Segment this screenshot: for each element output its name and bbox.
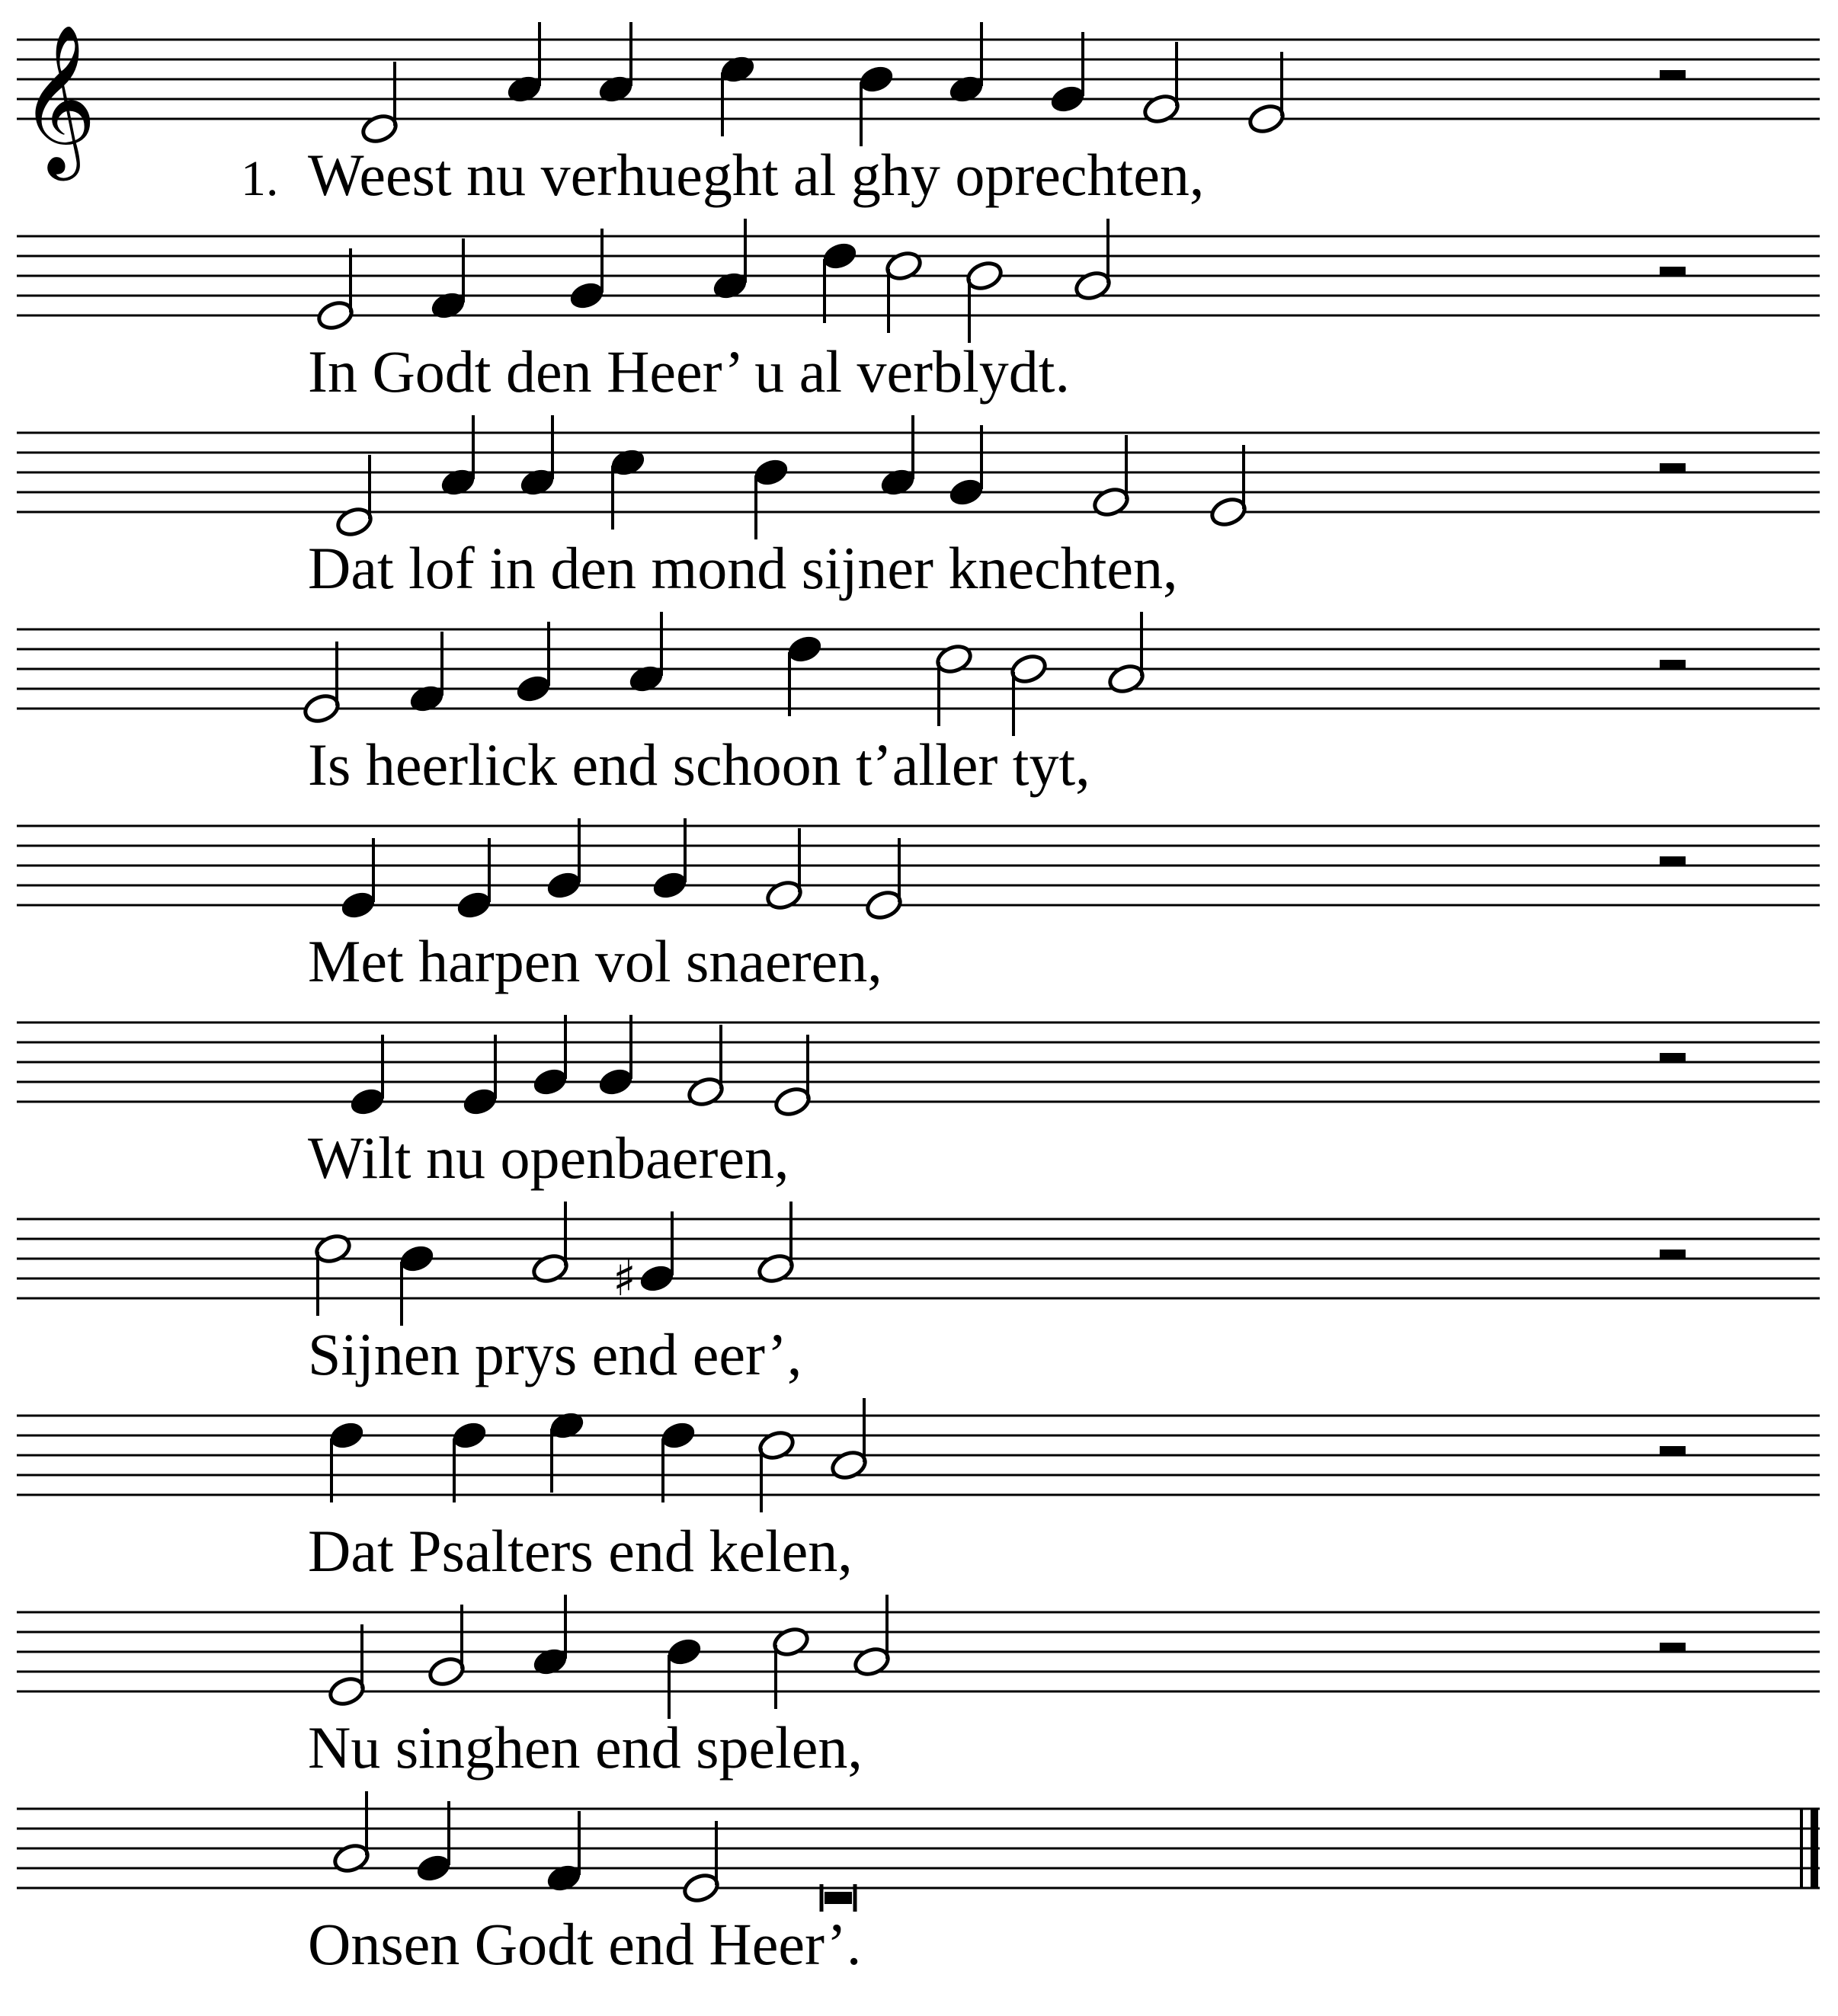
note (450, 1419, 489, 1502)
note (514, 622, 553, 706)
note (857, 62, 896, 146)
note (338, 838, 378, 922)
half-rest-icon (1660, 463, 1686, 473)
lyric-line: Met harpen vol snaeren, (308, 928, 882, 994)
half-rest-icon (1660, 1250, 1686, 1259)
note (756, 1202, 796, 1285)
note (544, 1811, 584, 1895)
staff-system (17, 612, 1820, 798)
note (596, 1015, 636, 1099)
note (946, 425, 986, 509)
note (820, 239, 860, 323)
lyric-line: Is heerlick end schoon t’aller tyt, (308, 731, 1090, 798)
note (331, 1791, 371, 1875)
note (785, 632, 825, 716)
note (965, 259, 1004, 343)
note (530, 1202, 570, 1285)
half-rest-icon (1660, 1446, 1686, 1456)
note (757, 1429, 796, 1512)
staff-system (17, 1398, 1820, 1584)
note (360, 62, 399, 146)
staff-system (17, 1595, 1820, 1781)
staff-system (17, 219, 1820, 405)
note (397, 1242, 437, 1326)
staff-system (17, 1202, 1820, 1387)
lyric-line: Onsen Godt end Heer’. (308, 1911, 862, 1977)
note (658, 1419, 698, 1502)
note (1247, 52, 1286, 136)
note (530, 1015, 570, 1099)
lyric-line: Wilt nu openbaeren, (308, 1125, 789, 1191)
note (934, 642, 974, 726)
final-barline-thick (1811, 1809, 1818, 1888)
note (1091, 435, 1131, 519)
verse-number: 1. (241, 151, 279, 206)
sharp-icon: ♯ (613, 1251, 636, 1307)
note (302, 642, 341, 725)
note (414, 1801, 453, 1885)
lyric-line: Nu singhen end spelen, (308, 1714, 863, 1781)
staff-system (17, 22, 1820, 208)
note (1048, 32, 1087, 116)
note (1209, 445, 1248, 529)
half-rest-icon (1660, 856, 1686, 866)
note (771, 1625, 811, 1709)
note (852, 1595, 892, 1678)
staff-system (17, 818, 1820, 994)
staff-system (17, 415, 1820, 601)
note (773, 1035, 812, 1118)
note (764, 828, 804, 912)
note (544, 818, 584, 902)
note (1142, 42, 1181, 126)
note (878, 415, 917, 499)
note (946, 22, 986, 106)
note (504, 22, 544, 106)
half-rest-icon (1660, 660, 1686, 670)
note (596, 22, 636, 106)
lyric-line: Sijnen prys end eer’, (308, 1321, 802, 1387)
note (650, 818, 690, 902)
note (567, 229, 607, 312)
note (327, 1624, 367, 1708)
note (530, 1595, 570, 1678)
lyric-line: Dat lof in den mond sijner knechten, (308, 535, 1178, 601)
staff-system (17, 1791, 1820, 1977)
note (664, 1635, 704, 1719)
note (884, 249, 924, 333)
note (335, 455, 374, 539)
note (327, 1419, 367, 1502)
note (427, 1605, 466, 1688)
note (751, 456, 791, 539)
note (864, 838, 904, 922)
treble-clef-icon: 𝄞 (20, 24, 97, 174)
note (428, 238, 468, 322)
lyric-line: Weest nu verhueght al ghy oprechten, (308, 142, 1205, 208)
note (517, 415, 557, 499)
note (681, 1821, 721, 1905)
lyric-line: In Godt den Heer’ u al verblydt. (308, 338, 1070, 405)
note (829, 1398, 869, 1482)
note (460, 1035, 500, 1118)
note (626, 612, 666, 696)
half-rest-icon (1660, 267, 1686, 277)
note (1073, 219, 1113, 302)
note (454, 838, 494, 922)
note (347, 1035, 387, 1118)
note (438, 415, 478, 499)
half-rest-icon (1660, 70, 1686, 80)
staff-system (17, 1015, 1820, 1191)
note (710, 219, 750, 302)
note (313, 1232, 353, 1316)
note (718, 53, 757, 136)
lyric-line: Dat Psalters end kelen, (308, 1518, 853, 1584)
note (1106, 612, 1146, 696)
half-rest-icon (1660, 1643, 1686, 1653)
half-rest-icon (1660, 1053, 1686, 1063)
note (1009, 652, 1049, 736)
note (315, 248, 355, 332)
note (407, 632, 447, 715)
note (608, 446, 648, 530)
breve-notehead (825, 1892, 852, 1904)
note (686, 1025, 725, 1109)
note (547, 1409, 587, 1493)
